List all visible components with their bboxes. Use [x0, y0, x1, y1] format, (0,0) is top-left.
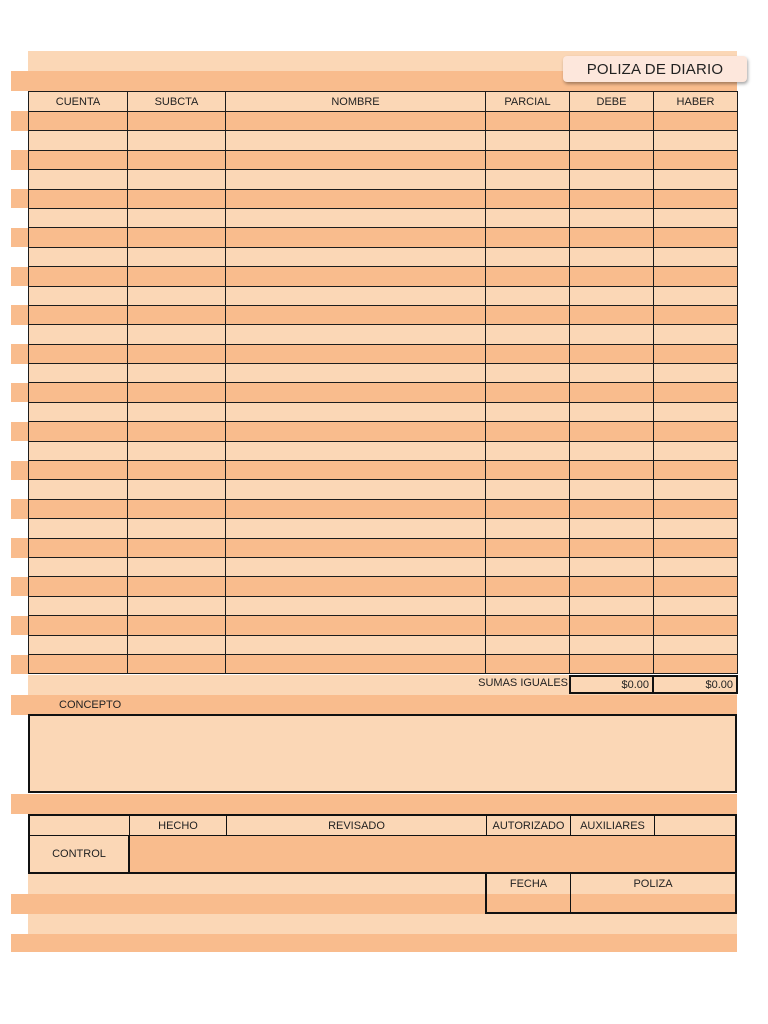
control-label: CONTROL — [30, 836, 130, 872]
cell-debe[interactable] — [570, 189, 654, 208]
cell-subcta[interactable] — [128, 170, 226, 189]
row-side-tab — [11, 616, 28, 635]
cell-nombre[interactable] — [226, 616, 486, 635]
cell-cuenta[interactable] — [29, 150, 128, 169]
cell-cuenta[interactable] — [29, 654, 128, 673]
cell-cuenta[interactable] — [29, 635, 128, 654]
row-side-tab — [11, 383, 28, 402]
cell-subcta[interactable] — [128, 654, 226, 673]
cell-haber[interactable] — [654, 131, 738, 150]
column-header-debe: DEBE — [570, 92, 654, 112]
cell-nombre[interactable] — [226, 461, 486, 480]
cell-subcta[interactable] — [128, 305, 226, 324]
cell-cuenta[interactable] — [29, 364, 128, 383]
cell-haber[interactable] — [654, 402, 738, 421]
cell-nombre[interactable] — [226, 383, 486, 402]
fecha-poliza-section — [485, 874, 737, 914]
cell-debe[interactable] — [570, 538, 654, 557]
cell-haber[interactable] — [654, 654, 738, 673]
cell-parcial[interactable] — [486, 538, 570, 557]
cell-cuenta[interactable] — [29, 344, 128, 363]
cell-debe[interactable] — [570, 499, 654, 518]
cell-haber[interactable] — [654, 538, 738, 557]
column-header-nombre: NOMBRE — [226, 92, 486, 112]
cell-subcta[interactable] — [128, 150, 226, 169]
cell-nombre[interactable] — [226, 228, 486, 247]
cell-cuenta[interactable] — [29, 596, 128, 615]
table-row — [29, 344, 738, 363]
cell-parcial[interactable] — [486, 577, 570, 596]
cell-parcial[interactable] — [486, 305, 570, 324]
cell-subcta[interactable] — [128, 267, 226, 286]
journal-table — [28, 91, 738, 674]
cell-haber[interactable] — [654, 247, 738, 266]
cell-debe[interactable] — [570, 616, 654, 635]
cell-subcta[interactable] — [128, 286, 226, 305]
cell-cuenta[interactable] — [29, 325, 128, 344]
cell-subcta[interactable] — [128, 499, 226, 518]
cell-cuenta[interactable] — [29, 305, 128, 324]
total-debe: $0.00 — [569, 675, 654, 694]
row-side-tab — [11, 344, 28, 363]
cell-nombre[interactable] — [226, 654, 486, 673]
cell-debe[interactable] — [570, 654, 654, 673]
table-row — [29, 305, 738, 324]
table-row — [29, 422, 738, 441]
cell-debe[interactable] — [570, 441, 654, 460]
cell-debe[interactable] — [570, 383, 654, 402]
row-side-tab — [11, 422, 28, 441]
table-row — [29, 286, 738, 305]
cell-parcial[interactable] — [486, 654, 570, 673]
cell-haber[interactable] — [654, 441, 738, 460]
table-row — [29, 480, 738, 499]
cell-parcial[interactable] — [486, 383, 570, 402]
cell-nombre[interactable] — [226, 325, 486, 344]
control-empty-header — [655, 816, 735, 836]
cell-parcial[interactable] — [486, 461, 570, 480]
cell-cuenta[interactable] — [29, 267, 128, 286]
cell-debe[interactable] — [570, 208, 654, 227]
table-row — [29, 170, 738, 189]
cell-haber[interactable] — [654, 635, 738, 654]
control-section — [28, 814, 737, 874]
control-corner-cell — [30, 816, 130, 836]
cell-cuenta[interactable] — [29, 112, 128, 131]
cell-debe[interactable] — [570, 112, 654, 131]
cell-haber[interactable] — [654, 577, 738, 596]
poliza-number-field[interactable] — [571, 894, 735, 912]
column-header-parcial: PARCIAL — [486, 92, 570, 112]
cell-cuenta[interactable] — [29, 480, 128, 499]
cell-haber[interactable] — [654, 325, 738, 344]
cell-subcta[interactable] — [128, 596, 226, 615]
table-row — [29, 364, 738, 383]
cell-parcial[interactable] — [486, 286, 570, 305]
cell-cuenta[interactable] — [29, 228, 128, 247]
cell-parcial[interactable] — [486, 131, 570, 150]
row-side-tab — [11, 189, 28, 208]
cell-nombre[interactable] — [226, 441, 486, 460]
cell-parcial[interactable] — [486, 499, 570, 518]
table-row — [29, 131, 738, 150]
table-row — [29, 635, 738, 654]
cell-subcta[interactable] — [128, 383, 226, 402]
cell-parcial[interactable] — [486, 422, 570, 441]
cell-cuenta[interactable] — [29, 577, 128, 596]
cell-parcial[interactable] — [486, 519, 570, 538]
cell-debe[interactable] — [570, 422, 654, 441]
row-side-tab — [11, 538, 28, 557]
cell-nombre[interactable] — [226, 112, 486, 131]
cell-nombre[interactable] — [226, 364, 486, 383]
cell-cuenta[interactable] — [29, 616, 128, 635]
cell-subcta[interactable] — [128, 461, 226, 480]
table-row — [29, 189, 738, 208]
column-header-cuenta: CUENTA — [29, 92, 128, 112]
cell-cuenta[interactable] — [29, 247, 128, 266]
cell-nombre[interactable] — [226, 480, 486, 499]
cell-cuenta[interactable] — [29, 383, 128, 402]
cell-debe[interactable] — [570, 480, 654, 499]
cell-debe[interactable] — [570, 577, 654, 596]
cell-subcta[interactable] — [128, 208, 226, 227]
cell-nombre[interactable] — [226, 499, 486, 518]
document-title: POLIZA DE DIARIO — [563, 56, 747, 82]
table-row — [29, 208, 738, 227]
cell-cuenta[interactable] — [29, 208, 128, 227]
cell-haber[interactable] — [654, 557, 738, 576]
cell-haber[interactable] — [654, 286, 738, 305]
cell-parcial[interactable] — [486, 112, 570, 131]
cell-haber[interactable] — [654, 364, 738, 383]
table-row — [29, 112, 738, 131]
cell-nombre[interactable] — [226, 267, 486, 286]
table-row — [29, 499, 738, 518]
cell-debe[interactable] — [570, 344, 654, 363]
cell-nombre[interactable] — [226, 131, 486, 150]
cell-haber[interactable] — [654, 189, 738, 208]
cell-parcial[interactable] — [486, 267, 570, 286]
row-side-tab — [11, 499, 28, 518]
background-band — [11, 794, 737, 814]
cell-parcial[interactable] — [486, 596, 570, 615]
table-row — [29, 150, 738, 169]
cell-cuenta[interactable] — [29, 519, 128, 538]
cell-parcial[interactable] — [486, 557, 570, 576]
auxiliares-label: AUXILIARES — [571, 816, 655, 836]
row-side-tab — [11, 461, 28, 480]
row-side-tab — [11, 228, 28, 247]
table-row — [29, 441, 738, 460]
cell-debe[interactable] — [570, 305, 654, 324]
cell-nombre[interactable] — [226, 635, 486, 654]
cell-nombre[interactable] — [226, 305, 486, 324]
cell-subcta[interactable] — [128, 189, 226, 208]
cell-cuenta[interactable] — [29, 189, 128, 208]
cell-debe[interactable] — [570, 228, 654, 247]
row-side-tab — [11, 655, 28, 674]
cell-subcta[interactable] — [128, 441, 226, 460]
table-header-row — [29, 92, 738, 112]
cell-subcta[interactable] — [128, 557, 226, 576]
cell-nombre[interactable] — [226, 538, 486, 557]
cell-nombre[interactable] — [226, 596, 486, 615]
cell-debe[interactable] — [570, 461, 654, 480]
cell-subcta[interactable] — [128, 519, 226, 538]
cell-haber[interactable] — [654, 112, 738, 131]
cell-subcta[interactable] — [128, 364, 226, 383]
cell-nombre[interactable] — [226, 286, 486, 305]
background-band — [28, 914, 737, 934]
cell-debe[interactable] — [570, 325, 654, 344]
cell-debe[interactable] — [570, 150, 654, 169]
row-side-tab — [11, 577, 28, 596]
cell-subcta[interactable] — [128, 402, 226, 421]
cell-debe[interactable] — [570, 131, 654, 150]
table-row — [29, 247, 738, 266]
cell-cuenta[interactable] — [29, 538, 128, 557]
table-row — [29, 616, 738, 635]
cell-debe[interactable] — [570, 286, 654, 305]
cell-nombre[interactable] — [226, 422, 486, 441]
table-body — [29, 112, 738, 674]
cell-haber[interactable] — [654, 170, 738, 189]
table-row — [29, 538, 738, 557]
table-row — [29, 325, 738, 344]
cell-parcial[interactable] — [486, 228, 570, 247]
control-signature-field[interactable] — [130, 836, 735, 872]
cell-parcial[interactable] — [486, 402, 570, 421]
row-side-tab — [11, 267, 28, 286]
cell-cuenta[interactable] — [29, 286, 128, 305]
cell-subcta[interactable] — [128, 131, 226, 150]
cell-parcial[interactable] — [486, 441, 570, 460]
cell-debe[interactable] — [570, 267, 654, 286]
cell-parcial[interactable] — [486, 247, 570, 266]
table-row — [29, 519, 738, 538]
cell-debe[interactable] — [570, 247, 654, 266]
fecha-label: FECHA — [487, 874, 571, 894]
row-side-tab — [11, 111, 28, 130]
cell-debe[interactable] — [570, 170, 654, 189]
cell-nombre[interactable] — [226, 170, 486, 189]
sumas-iguales-label: SUMAS IGUALES — [478, 677, 568, 689]
cell-haber[interactable] — [654, 228, 738, 247]
table-row — [29, 383, 738, 402]
cell-nombre[interactable] — [226, 208, 486, 227]
cell-subcta[interactable] — [128, 577, 226, 596]
table-row — [29, 267, 738, 286]
table-row — [29, 577, 738, 596]
fecha-field[interactable] — [487, 894, 571, 912]
cell-parcial[interactable] — [486, 344, 570, 363]
cell-haber[interactable] — [654, 499, 738, 518]
table-row — [29, 654, 738, 673]
cell-haber[interactable] — [654, 596, 738, 615]
cell-haber[interactable] — [654, 383, 738, 402]
cell-parcial[interactable] — [486, 325, 570, 344]
cell-debe[interactable] — [570, 402, 654, 421]
table-row — [29, 402, 738, 421]
cell-cuenta[interactable] — [29, 557, 128, 576]
cell-cuenta[interactable] — [29, 422, 128, 441]
cell-cuenta[interactable] — [29, 461, 128, 480]
cell-haber[interactable] — [654, 267, 738, 286]
cell-haber[interactable] — [654, 344, 738, 363]
cell-parcial[interactable] — [486, 170, 570, 189]
autorizado-label: AUTORIZADO — [487, 816, 571, 836]
cell-cuenta[interactable] — [29, 170, 128, 189]
cell-debe[interactable] — [570, 519, 654, 538]
cell-nombre[interactable] — [226, 557, 486, 576]
cell-nombre[interactable] — [226, 247, 486, 266]
cell-cuenta[interactable] — [29, 402, 128, 421]
cell-parcial[interactable] — [486, 480, 570, 499]
cell-haber[interactable] — [654, 480, 738, 499]
cell-cuenta[interactable] — [29, 441, 128, 460]
cell-subcta[interactable] — [128, 422, 226, 441]
cell-parcial[interactable] — [486, 189, 570, 208]
column-header-haber: HABER — [654, 92, 738, 112]
cell-parcial[interactable] — [486, 616, 570, 635]
cell-haber[interactable] — [654, 150, 738, 169]
table-row — [29, 557, 738, 576]
cell-parcial[interactable] — [486, 635, 570, 654]
cell-subcta[interactable] — [128, 325, 226, 344]
cell-parcial[interactable] — [486, 364, 570, 383]
total-haber: $0.00 — [652, 675, 738, 694]
cell-subcta[interactable] — [128, 344, 226, 363]
cell-subcta[interactable] — [128, 538, 226, 557]
cell-nombre[interactable] — [226, 189, 486, 208]
cell-cuenta[interactable] — [29, 499, 128, 518]
cell-debe[interactable] — [570, 596, 654, 615]
cell-haber[interactable] — [654, 519, 738, 538]
cell-nombre[interactable] — [226, 577, 486, 596]
cell-nombre[interactable] — [226, 402, 486, 421]
background-band — [11, 934, 737, 952]
column-header-subcta: SUBCTA — [128, 92, 226, 112]
table-row — [29, 596, 738, 615]
concepto-label: CONCEPTO — [59, 699, 122, 711]
table-row — [29, 461, 738, 480]
row-side-tab — [11, 150, 28, 169]
cell-parcial[interactable] — [486, 150, 570, 169]
revisado-label: REVISADO — [227, 816, 487, 836]
cell-subcta[interactable] — [128, 112, 226, 131]
cell-cuenta[interactable] — [29, 131, 128, 150]
cell-haber[interactable] — [654, 422, 738, 441]
table-row — [29, 228, 738, 247]
cell-haber[interactable] — [654, 208, 738, 227]
cell-nombre[interactable] — [226, 344, 486, 363]
cell-parcial[interactable] — [486, 208, 570, 227]
hecho-label: HECHO — [130, 816, 227, 836]
cell-debe[interactable] — [570, 364, 654, 383]
cell-subcta[interactable] — [128, 480, 226, 499]
cell-subcta[interactable] — [128, 228, 226, 247]
cell-subcta[interactable] — [128, 635, 226, 654]
cell-nombre[interactable] — [226, 519, 486, 538]
cell-subcta[interactable] — [128, 616, 226, 635]
cell-haber[interactable] — [654, 616, 738, 635]
cell-debe[interactable] — [570, 635, 654, 654]
row-side-tab — [11, 305, 28, 324]
cell-nombre[interactable] — [226, 150, 486, 169]
cell-haber[interactable] — [654, 305, 738, 324]
poliza-label: POLIZA — [633, 878, 673, 890]
concepto-field[interactable] — [28, 714, 737, 793]
cell-subcta[interactable] — [128, 247, 226, 266]
cell-debe[interactable] — [570, 557, 654, 576]
cell-haber[interactable] — [654, 461, 738, 480]
